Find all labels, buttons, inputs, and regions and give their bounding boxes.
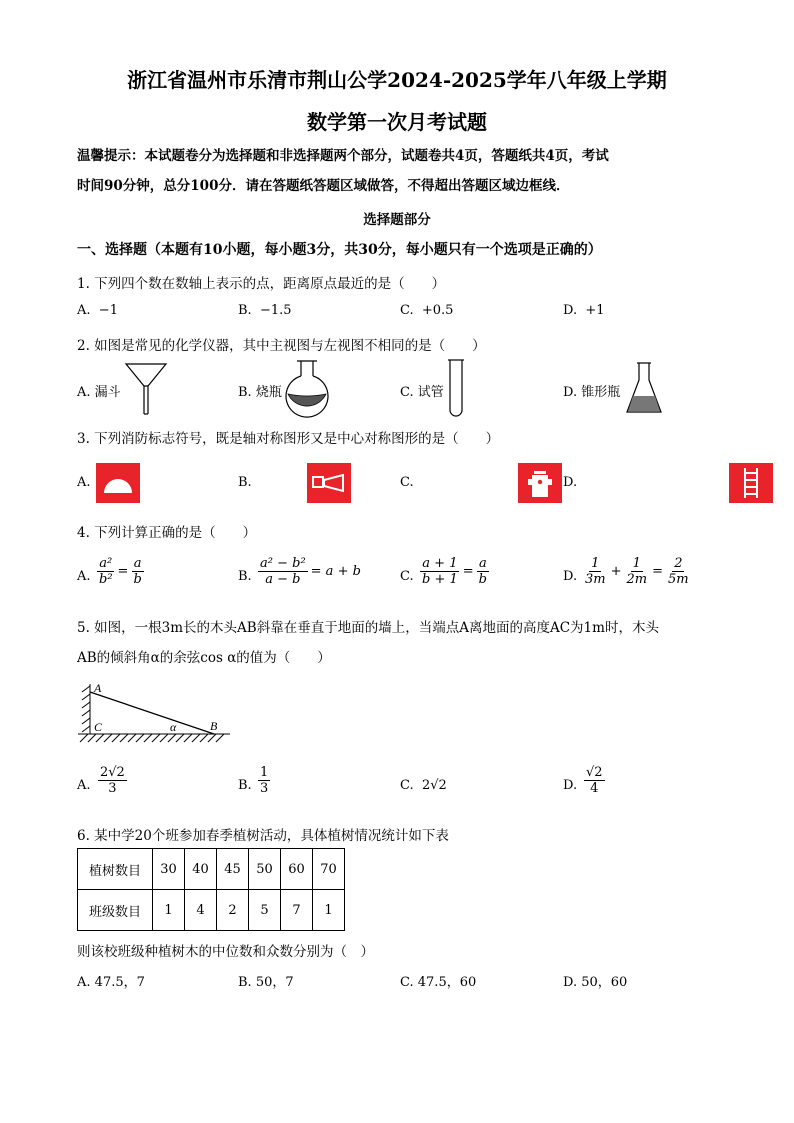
q3-label-b: B. [238, 475, 252, 490]
q3-stem: 3. 下列消防标志符号，既是轴对称图形又是中心对称图形的是（ ） [77, 431, 500, 447]
q6-option-a: A. 47.5，7 [77, 975, 145, 990]
table-cell: 45 [217, 849, 249, 890]
test-tube-icon [446, 358, 466, 420]
exam-title-line1: 浙江省温州市乐清市荆山公学2024-2025学年八年级上学期 [127, 68, 667, 92]
table-cell: 40 [185, 849, 217, 890]
q1-option-b: B. −1.5 [238, 303, 292, 318]
exam-title-line2: 数学第一次月考试题 [307, 110, 487, 134]
notice-line2: 时间90分钟，总分100分．请在答题纸答题区域做答，不得超出答题区域边框线． [77, 178, 570, 194]
q6-option-c: C. 47.5，60 [400, 975, 477, 990]
q1-option-d: D. +1 [563, 303, 605, 318]
q2-stem: 2. 如图是常见的化学仪器，其中主视图与左视图不相同的是（ ） [77, 338, 486, 354]
table-cell: 5 [249, 890, 281, 931]
q1-stem: 1. 下列四个数在数轴上表示的点，距离原点最近的是（ ） [77, 276, 446, 292]
q4-label-a: A. [77, 569, 91, 584]
point-b-label: B [210, 719, 218, 733]
q5-option-d-expr: $\frac{√2}{4}$ [586, 765, 603, 796]
q3-label-c: C. [400, 475, 414, 490]
q5-label-d: D. [563, 778, 578, 793]
table-cell: 4 [185, 890, 217, 931]
q5-option-c-expr: 2√2 [422, 778, 447, 793]
q3-label-d: D. [563, 475, 578, 490]
fire-ladder-sign-icon [729, 463, 773, 503]
angle-alpha-label: α [170, 720, 177, 734]
q2-option-c: C. 试管 [400, 385, 444, 400]
q5-label-c: C. [400, 778, 414, 793]
table-header-cell: 班级数目 [78, 890, 153, 931]
q6-stem: 6. 某中学20个班参加春季植树活动，具体植树情况统计如下表 [77, 828, 449, 844]
conical-flask-icon [624, 360, 664, 416]
notice [77, 141, 722, 201]
q3-label-a: A. [77, 475, 91, 490]
table-cell: 2 [217, 890, 249, 931]
q4-stem: 4. 下列计算正确的是（ ） [77, 525, 257, 541]
table-cell: 70 [313, 849, 345, 890]
q6-option-b: B. 50，7 [238, 975, 294, 990]
q4-option-c-expr: $\frac{a + 1}{b + 1}$ = $\frac{a}{b}$ [422, 556, 487, 587]
q5-label-a: A. [77, 778, 91, 793]
q4-option-d-expr: $\frac{1}{3m}$ + $\frac{1}{2m}$ = $\frac{2}{5m}$ [585, 556, 689, 587]
q4-option-a-expr: $\frac{\text{a²}}{\text{b²}}$ = $\frac{a}{b}$ [99, 556, 142, 587]
table-cell: 1 [153, 890, 185, 931]
q1-option-a: A. −1 [77, 303, 118, 318]
table-row [78, 890, 345, 931]
funnel-icon [124, 362, 168, 416]
q5-stem-line1: 5. 如图，一根3m长的木头AB斜靠在垂直于地面的墙上，当端点A离地面的高度AC为1m时，木头 [77, 620, 659, 636]
q2-option-a: A. 漏斗 [77, 385, 121, 400]
table-cell: 1 [313, 890, 345, 931]
fire-blanket-sign-icon [96, 463, 140, 503]
table-cell: 30 [153, 849, 185, 890]
table-cell: 60 [281, 849, 313, 890]
part-title: 选择题部分 [363, 212, 431, 228]
q5-label-b: B. [238, 778, 252, 793]
q5-option-b-expr: $\frac{1}{3}$ [260, 765, 269, 796]
point-c-label: C [94, 720, 103, 734]
flask-icon [283, 358, 331, 420]
q1-option-c: C. +0.5 [400, 303, 454, 318]
tree-table [77, 848, 345, 931]
fire-hydrant-sign-icon [518, 463, 562, 503]
fire-alarm-sign-icon [307, 463, 351, 503]
ladder-diagram [74, 678, 234, 746]
point-a-label: A [94, 681, 102, 695]
notice-line1: 温馨提示：本试题卷分为选择题和非选择题两个部分，试题卷共4页，答题纸共4页，考试 [77, 148, 609, 164]
q2-option-d: D. 锥形瓶 [563, 385, 621, 400]
table-cell: 7 [281, 890, 313, 931]
table-header-cell: 植树数目 [78, 849, 153, 890]
q5-stem-line2: AB的倾斜角α的余弦cos α的值为（ ） [77, 650, 331, 666]
q6-question: 则该校班级种植树木的中位数和众数分别为（ ） [77, 944, 374, 960]
q2-option-b: B. 烧瓶 [238, 385, 282, 400]
q4-label-b: B. [238, 569, 252, 584]
section-title: 一、选择题（本题有10小题，每小题3分，共30分，每小题只有一个选项是正确的） [77, 242, 602, 258]
q4-label-c: C. [400, 569, 414, 584]
q5-option-a-expr: $\frac{2√2}{3}$ [100, 765, 125, 796]
table-cell: 50 [249, 849, 281, 890]
q6-option-d: D. 50，60 [563, 975, 628, 990]
q4-option-b-expr: $\frac{\text{a² − b²}}{a - b}$ = a + b [260, 556, 361, 587]
table-row [78, 849, 345, 890]
q4-label-d: D. [563, 569, 578, 584]
